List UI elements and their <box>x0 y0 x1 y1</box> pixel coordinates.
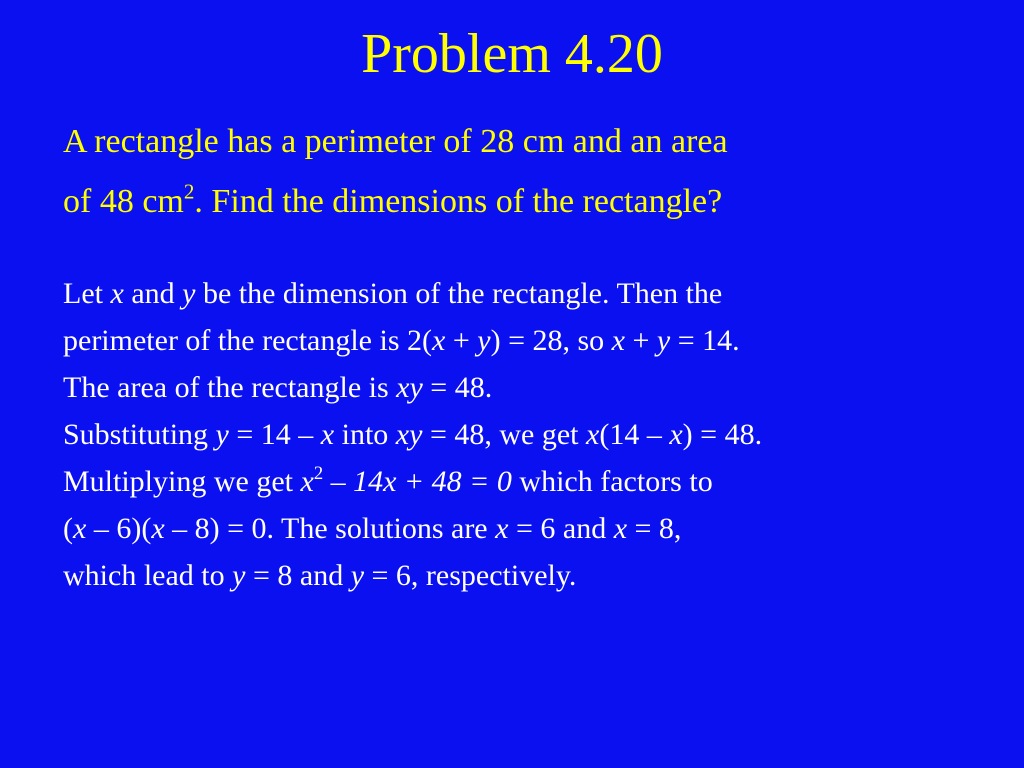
equation: – 14x + 48 = 0 <box>323 465 512 498</box>
variable: x <box>300 465 314 498</box>
text: Multiplying we get <box>63 465 301 498</box>
text: = 8, <box>627 512 682 545</box>
superscript: 2 <box>183 179 195 204</box>
text: be the dimension of the rectangle. Then the <box>195 277 723 310</box>
solution-line-1 <box>63 270 1013 317</box>
text: = 14. <box>670 324 740 357</box>
slide-title: Problem 4.20 <box>361 23 663 85</box>
problem-text: of 48 cm <box>63 183 184 220</box>
variable: x <box>110 277 124 310</box>
text: = 14 – <box>228 418 321 451</box>
variable: y <box>656 324 671 357</box>
variable: xy <box>396 371 423 404</box>
variable: x <box>432 324 446 357</box>
variable: x <box>611 324 625 357</box>
solution-line-4 <box>63 411 1013 458</box>
text: = 48. <box>422 371 493 404</box>
problem-text: . Find the dimensions of the rectangle? <box>194 183 723 220</box>
text: – 8) = 0. The solutions are <box>164 512 496 545</box>
problem-line-1: A rectangle has a perimeter of 28 cm and an area <box>63 123 728 160</box>
solution-line-7 <box>63 552 1013 599</box>
solution-line-2 <box>63 317 1013 364</box>
variable: y <box>350 559 365 592</box>
text: – 6)( <box>86 512 152 545</box>
variable: x <box>151 512 165 545</box>
variable: x <box>73 512 87 545</box>
text: = 8 and <box>245 559 351 592</box>
text: which lead to <box>63 559 233 592</box>
variable: x <box>586 418 600 451</box>
solution-line-6 <box>63 505 1013 552</box>
text: = 48, we get <box>422 418 586 451</box>
variable: xy <box>395 418 423 451</box>
text: Let <box>63 277 111 310</box>
variable: x <box>320 418 335 451</box>
variable: x <box>669 418 683 451</box>
text: = 6, respectively. <box>364 559 577 592</box>
text: into <box>334 418 396 451</box>
text: perimeter of the rectangle is 2( <box>63 324 432 357</box>
text: ( <box>63 512 73 545</box>
text: and <box>123 277 183 310</box>
text: which factors to <box>511 465 713 498</box>
text: ) = 28, so <box>490 324 612 357</box>
solution-line-3 <box>63 364 1013 411</box>
problem-line-2 <box>63 172 1003 232</box>
variable: y <box>232 559 246 592</box>
text: + <box>625 324 657 357</box>
solution-text <box>63 270 1013 599</box>
superscript: 2 <box>313 462 324 484</box>
text: ) = 48. <box>682 418 763 451</box>
solution-line-5 <box>63 458 1013 505</box>
text: Substituting <box>63 418 216 451</box>
text: (14 – <box>599 418 670 451</box>
text: + <box>445 324 478 357</box>
problem-statement <box>63 112 1003 232</box>
variable: y <box>182 277 196 310</box>
text: The area of the rectangle is <box>63 371 397 404</box>
variable: x <box>495 512 509 545</box>
variable: x <box>613 512 628 545</box>
variable: y <box>215 418 229 451</box>
variable: y <box>477 324 491 357</box>
text: = 6 and <box>508 512 614 545</box>
